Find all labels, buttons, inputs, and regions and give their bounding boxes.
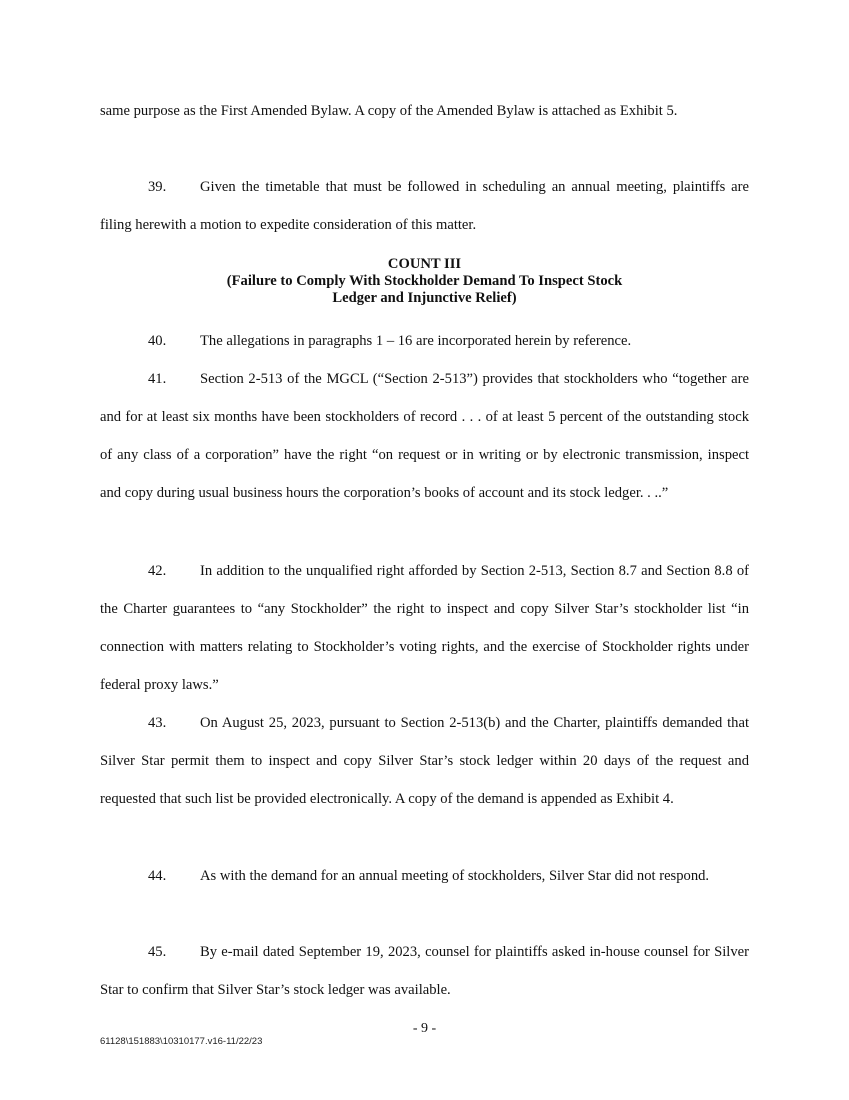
paragraph-44 <box>100 857 749 895</box>
paragraph-text: In addition to the unqualified right afforded by Section 2-513, Section 8.7 and Section 8.8 of the Charter guarantees to “any Stockholder” the right to inspect and copy Silver Star’s stockholder list “in connection with matters relating to Stockholder’s voting rights, and the exercise of Stockholder rights under federal proxy laws.” <box>100 563 749 693</box>
count-title: COUNT III <box>387 256 462 272</box>
paragraph-text: Given the timetable that must be followed in scheduling an annual meeting, plaintiffs are filing herewith a motion to expedite consideration of this matter. <box>100 179 749 233</box>
paragraph-39 <box>100 168 749 244</box>
document-id: 61128\151883\10310177.v16-11/22/23 <box>100 1036 263 1047</box>
paragraph-43 <box>100 704 749 818</box>
paragraph-number: 39. <box>148 179 167 195</box>
count-heading <box>100 256 749 307</box>
paragraph-text: By e-mail dated September 19, 2023, counsel for plaintiffs asked in-house counsel for Silver Star to confirm that Silver Star’s stock ledger was available. <box>100 944 749 998</box>
paragraph-40 <box>100 322 749 360</box>
paragraph-text: As with the demand for an annual meeting of stockholders, Silver Star did not respond. <box>200 868 710 884</box>
paragraph-text: On August 25, 2023, pursuant to Section 2-513(b) and the Charter, plaintiffs demanded that Silver Star permit them to inspect and copy Silver Star’s stock ledger within 20 days of the request and requested that such list be provided electronically. A copy of the demand is appended as Exhibit 4. <box>100 715 749 807</box>
paragraph-intro: same purpose as the First Amended Bylaw. A copy of the Amended Bylaw is attached as Exhibit 5. <box>100 103 678 119</box>
paragraph-42 <box>100 552 749 704</box>
paragraph-number: 40. <box>148 333 167 349</box>
paragraph-number: 41. <box>148 371 167 387</box>
count-subtitle-line-1: (Failure to Comply With Stockholder Demand To Inspect Stock <box>226 273 623 289</box>
paragraph-text: Section 2-513 of the MGCL (“Section 2-513”) provides that stockholders who “together are and for at least six months have been stockholders of record . . . of at least 5 percent of the outstanding stock of any class of a corporation” have the right “on request or in writing or by electronic transmission, inspect and copy during usual business hours the corporation’s books of account and its stock ledger. . ..” <box>100 371 749 501</box>
page-number: - 9 - <box>412 1021 437 1036</box>
paragraph-45 <box>100 933 749 1009</box>
paragraph-number: 45. <box>148 944 167 960</box>
paragraph-text: The allegations in paragraphs 1 – 16 are incorporated herein by reference. <box>200 333 632 349</box>
paragraph-number: 43. <box>148 715 167 731</box>
count-subtitle-line-2: Ledger and Injunctive Relief) <box>332 290 517 306</box>
paragraph-41 <box>100 360 749 512</box>
paragraph-number: 44. <box>148 868 167 884</box>
paragraph-number: 42. <box>148 563 167 579</box>
